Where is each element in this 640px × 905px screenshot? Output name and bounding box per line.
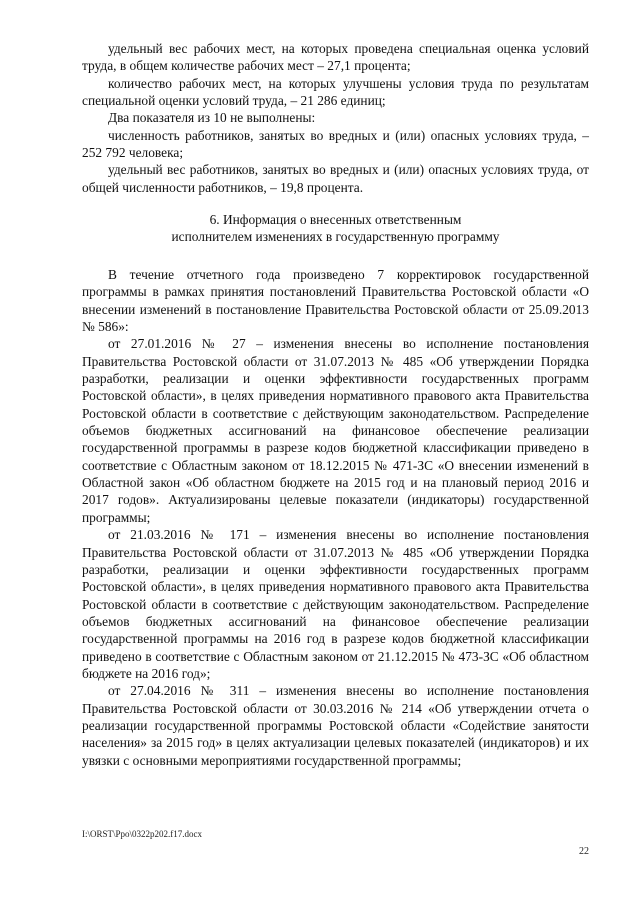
page-number: 22 <box>579 846 589 857</box>
paragraph-hazardous-workers-share: удельный вес работников, занятых во вредных и (или) опасных условиях труда, от общей численности работников, – 19,8 процента. <box>82 162 589 195</box>
paragraph-workplaces-share: удельный вес рабочих мест, на которых проведена специальная оценка условий труда, в общем количестве рабочих мест – 27,1 процента; <box>82 41 589 74</box>
paragraph-amendment-311: от 27.04.2016 № 311 – изменения внесены во исполнение постановления Правительства Ростовской области от 30.03.2016 № 214 «Об утверждении отчета о реализации государственной программы Ростовской области «Содействие занятости населения» за 2015 год» в целях актуализации целевых показателей (индикаторов) и их увязки с основными мероприятиями государственной программы; <box>82 683 589 768</box>
top-text-block <box>82 40 589 196</box>
section-heading <box>82 211 589 246</box>
paragraph-amendment-27: от 27.01.2016 № 27 – изменения внесены во исполнение постановления Правительства Ростовской области от 31.07.2013 № 485 «Об утверждении Порядка разработки, реализации и оценки эффективности государственных программ Ростовской области», в целях приведения нормативного правового акта Правительства Ростовской области в соответствие с действующим законодательством. Распределение объемов бюджетных ассигнований на финансовое обеспечение реализации государственной программы в разрезе кодов бюджетной классификации приведено в соответствие с Областным законом от 18.12.2015 № 471-ЗС «О внесении изменений в Областной закон «Об областном бюджете на 2015 год и на плановый период 2016 и 2017 годов». Актуализированы целевые показатели (индикаторы) государственной программы; <box>82 336 589 525</box>
paragraph-improved-workplaces: количество рабочих мест, на которых улучшены условия труда по результатам специальной оценки условий труда, – 21 286 единиц; <box>82 75 589 109</box>
main-text-block <box>82 266 589 769</box>
section-heading-line-1: 6. Информация о внесенных ответственным <box>209 212 462 227</box>
paragraph-hazardous-workers-count: численность работников, занятых во вредных и (или) опасных условиях труда, – 252 792 человека; <box>82 127 589 161</box>
footer-file-path: I:\ORST\Ppo\0322p202.f17.docx <box>82 829 203 839</box>
paragraph-amendment-171: от 21.03.2016 № 171 – изменения внесены во исполнение постановления Правительства Ростовской области от 31.07.2013 № 485 «Об утверждении Порядка разработки, реализации и оценки эффективности государственных программ Ростовской области», в целях приведения нормативного правового акта Правительства Ростовской области в соответствие с действующим законодательством. Распределение объемов бюджетных ассигнований на финансовое обеспечение реализации государственной программы на 2016 год в разрезе кодов бюджетной классификации приведено в соответствие с Областным законом от 21.12.2015 № 473-ЗС «Об областном бюджете на 2016 год»; <box>82 527 589 681</box>
section-heading-line-2: исполнителем изменениях в государственную программу <box>171 229 500 245</box>
paragraph-corrections-intro: В течение отчетного года произведено 7 корректировок государственной программы в рамках принятия постановлений Правительства Ростовской области «О внесении изменений в постановление Правительства Ростовской области от 25.09.2013 № 586»: <box>82 267 589 335</box>
paragraph-unmet-indicators: Два показателя из 10 не выполнены: <box>108 110 316 126</box>
